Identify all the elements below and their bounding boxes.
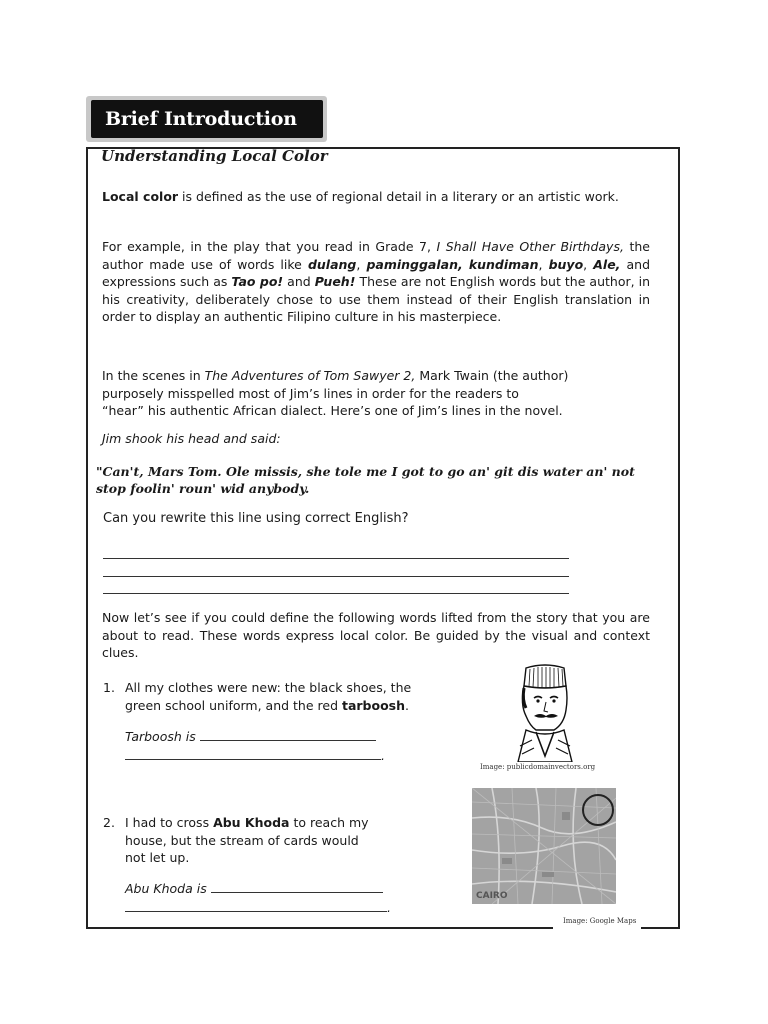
book-title: The Adventures of Tom Sawyer 2, xyxy=(204,368,416,383)
frame-gap xyxy=(553,926,641,932)
definition-text: is defined as the use of regional detail in a literary or an artistic work. xyxy=(178,189,619,204)
text-fragment: and xyxy=(283,274,315,290)
local-word: buyo xyxy=(548,256,584,272)
abu-khoda-definition xyxy=(125,881,383,896)
section-banner: Brief Introduction xyxy=(91,100,323,138)
item-number: 2. xyxy=(103,815,115,830)
item-line xyxy=(103,679,453,697)
man-with-tarboosh-illustration xyxy=(512,664,578,762)
definition-prompt: Abu Khoda is xyxy=(125,881,207,896)
vocab-item-2 xyxy=(103,814,403,867)
text-fragment: to reach my xyxy=(289,815,369,830)
tarboosh-definition-cont xyxy=(125,748,385,763)
local-expression: Tao po! xyxy=(231,274,284,290)
local-word: paminggalan, xyxy=(366,256,463,272)
text-fragment: I had to cross xyxy=(125,815,214,830)
answer-line-3[interactable] xyxy=(103,593,569,594)
text-fragment: . xyxy=(405,697,410,713)
text-fragment: All my clothes were new: the black shoes, the xyxy=(125,680,412,695)
text-fragment: These are not English words but the author, in his creativity, deliberately chose to use them instead of their English translation in order to display an authentic Filipino culture in his masterpiece. xyxy=(102,274,651,325)
text-fragment: In the scenes in xyxy=(102,368,205,383)
definition-blank[interactable] xyxy=(211,882,383,893)
tom-sawyer-paragraph xyxy=(102,367,650,420)
paragraph-line: purposely misspelled most of Jim’s lines in order for the readers to xyxy=(102,385,519,401)
separator: , xyxy=(356,256,367,272)
tarboosh-definition xyxy=(125,729,376,744)
jim-intro: Jim shook his head and said: xyxy=(102,431,281,446)
separator: , xyxy=(538,256,549,272)
definition-blank[interactable] xyxy=(200,730,376,741)
text-fragment: For example, in the play that you read in Grade 7, xyxy=(102,239,437,254)
item-line xyxy=(103,697,453,715)
keyword-tarboosh: tarboosh xyxy=(341,697,406,713)
text-fragment: green school uniform, and the red xyxy=(125,697,342,713)
paragraph-line xyxy=(102,367,650,385)
rewrite-question: Can you rewrite this line using correct English? xyxy=(103,511,409,526)
map-label: CAIRO xyxy=(476,891,508,901)
item-line: house, but the stream of cards would xyxy=(125,832,359,848)
keyword-abu-khoda: Abu Khoda xyxy=(213,815,290,830)
local-word: dulang xyxy=(307,256,357,272)
end-mark: . xyxy=(387,900,391,915)
separator: , xyxy=(583,256,594,272)
item-line: not let up. xyxy=(125,850,190,865)
section-title: Understanding Local Color xyxy=(101,147,328,165)
text-fragment: the author made use of words like xyxy=(102,239,650,272)
definition-blank[interactable] xyxy=(125,901,387,912)
local-word: Ale, xyxy=(593,256,621,272)
answer-line-1[interactable] xyxy=(103,558,569,559)
answer-line-2[interactable] xyxy=(103,576,569,577)
vocab-item-1 xyxy=(103,679,453,714)
end-mark: . xyxy=(381,748,385,763)
text-fragment: Mark Twain (the author) xyxy=(415,368,569,383)
definition-paragraph xyxy=(102,188,650,206)
map-image xyxy=(472,788,616,904)
definition-blank[interactable] xyxy=(125,749,381,760)
play-title: I Shall Have Other Birthdays, xyxy=(436,239,624,254)
image-caption-1: Image: publicdomainvectors.org xyxy=(480,763,596,771)
paragraph-line: “hear” his authentic African dialect. Here’s one of Jim’s lines in the novel. xyxy=(102,403,563,419)
text-fragment: and expressions such as xyxy=(102,256,651,290)
term-local-color: Local color xyxy=(102,189,179,204)
definition-prompt: Tarboosh is xyxy=(125,729,196,744)
local-word: kundiman xyxy=(468,256,539,272)
item-number: 1. xyxy=(103,680,115,695)
jim-quote: "Can't, Mars Tom. Ole missis, she tole me I got to go an' git dis water an' not stop foolin' roun' wid anybody. xyxy=(96,464,635,496)
example-paragraph xyxy=(102,238,650,326)
local-expression: Pueh! xyxy=(314,274,356,290)
instructions-paragraph: Now let’s see if you could define the following words lifted from the story that you are about to read. These words express local color. Be guided by the visual and context clues. xyxy=(102,610,650,661)
item-line xyxy=(103,814,403,832)
abu-khoda-definition-cont xyxy=(125,900,391,915)
image-caption-2: Image: Google Maps xyxy=(563,917,637,925)
map-streets xyxy=(472,788,616,904)
